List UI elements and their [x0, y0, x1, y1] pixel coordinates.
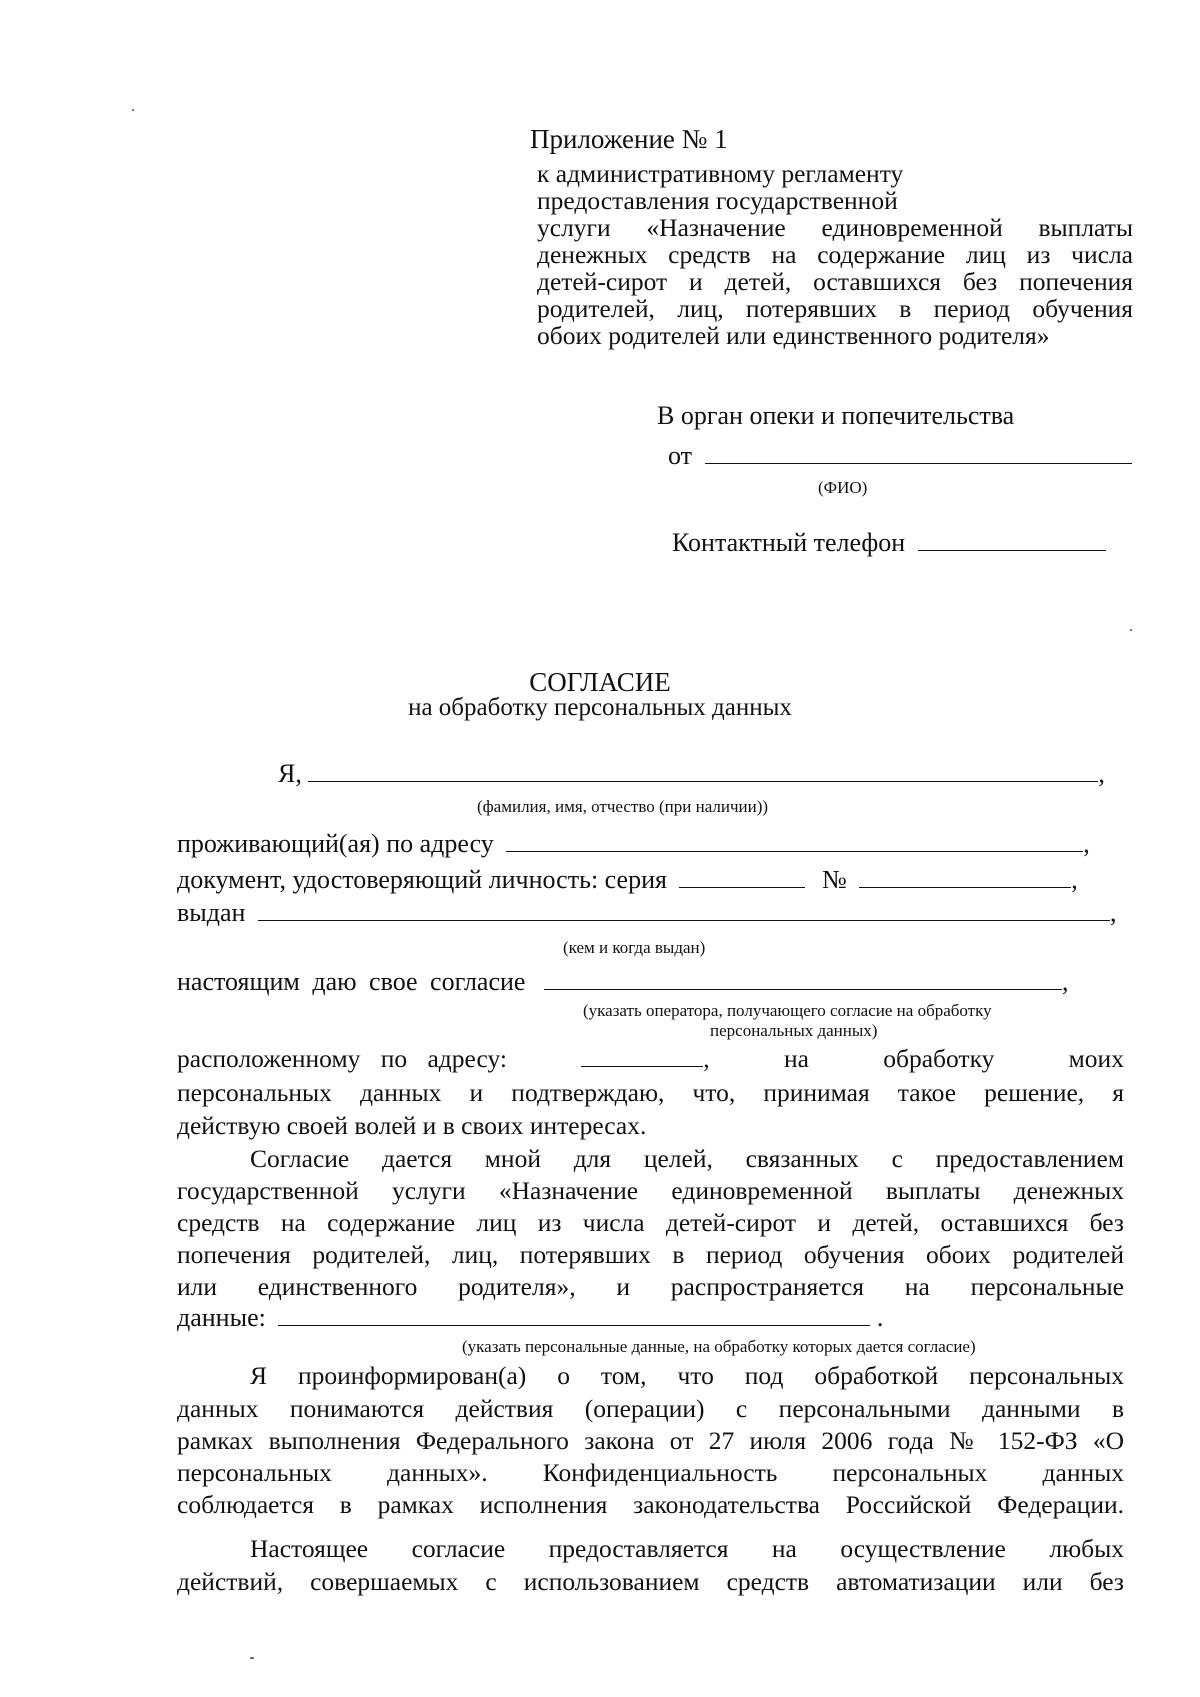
paragraph-line: данных понимаются действия (операции) с персональными данными в	[177, 1394, 1124, 1423]
number-field[interactable]	[859, 865, 1071, 888]
phone-row	[672, 528, 1106, 558]
document-title: СОГЛАСИЕ	[529, 667, 671, 697]
paragraph-line: действую своей волей и в своих интересах.	[177, 1111, 647, 1140]
paragraph-line: персональных данных и подтверждаю, что, принимая такое решение, я	[177, 1078, 1124, 1107]
data-label: данные:	[177, 1303, 266, 1332]
i-label: Я,	[278, 759, 302, 788]
paragraph-line: Настоящее согласие предоставляется на осуществление любых	[250, 1534, 1124, 1563]
comma: ,	[1071, 865, 1078, 894]
address-row	[177, 829, 1090, 859]
appendix-line: к административному регламенту	[537, 159, 904, 188]
located-address-field[interactable]	[581, 1044, 703, 1067]
fio-caption: (ФИО)	[818, 478, 868, 497]
paragraph-line: или единственного родителя», и распространяется на персональные	[177, 1272, 1124, 1301]
paragraph-line: попечения родителей, лиц, потерявших в период обучения обоих родителей	[177, 1240, 1124, 1269]
id-document-row	[177, 865, 1078, 895]
located-processing: обработку	[883, 1044, 995, 1073]
personal-data-caption: (указать персональные данные, на обработку которых дается согласие)	[462, 1337, 976, 1356]
issued-caption: (кем и когда выдан)	[563, 938, 706, 957]
series-field[interactable]	[679, 865, 805, 888]
full-name-field[interactable]	[308, 759, 1098, 782]
located-row	[177, 1044, 1124, 1074]
number-label: №	[821, 865, 847, 894]
appendix-line: обоих родителей или единственного родителя»	[537, 321, 1050, 350]
address-field[interactable]	[506, 829, 1083, 852]
operator-caption-1: (указать оператора, получающего согласие на обработку	[583, 1001, 992, 1020]
paragraph-line: рамках выполнения Федерального закона от 27 июля 2006 года № 152-ФЗ «О	[177, 1426, 1124, 1455]
paragraph-line: средств на содержание лиц из числа детей-сирот и детей, оставшихся без	[177, 1208, 1124, 1237]
located-mine: моих	[1068, 1044, 1124, 1073]
scan-speck	[250, 1657, 254, 1659]
comma: ,	[1061, 967, 1069, 996]
paragraph-line: действий, совершаемых с использованием средств автоматизации или без	[177, 1567, 1124, 1596]
from-row	[668, 441, 1132, 471]
period: .	[876, 1303, 884, 1332]
consent-row	[177, 967, 1068, 997]
consent-label: настоящим даю свое согласие	[177, 967, 526, 996]
appendix-line: предоставления государственной	[537, 186, 898, 215]
name-row	[278, 759, 1105, 789]
paragraph-line: государственной услуги «Назначение единовременной выплаты денежных	[177, 1176, 1124, 1205]
phone-label: Контактный телефон	[672, 528, 906, 557]
appendix-line: денежных средств на содержание лиц из числа	[537, 240, 1133, 269]
paragraph-line: Согласие дается мной для целей, связанных с предоставлением	[250, 1144, 1124, 1173]
appendix-line: детей-сирот и детей, оставшихся без попечения	[537, 267, 1133, 296]
appendix-reference	[537, 160, 1133, 349]
paragraph-line: соблюдается в рамках исполнения законодательства Российской Федерации.	[177, 1490, 1124, 1519]
personal-data-field[interactable]	[278, 1303, 870, 1326]
scan-speck	[1130, 629, 1132, 631]
document-subtitle: на обработку персональных данных	[408, 694, 792, 721]
located-label: расположенному по адресу:	[177, 1044, 507, 1073]
located-on: на	[783, 1044, 809, 1073]
appendix-title: Приложение № 1	[530, 124, 728, 154]
operator-caption-2: персональных данных)	[710, 1021, 878, 1040]
from-label: от	[668, 441, 693, 470]
comma: ,	[1109, 898, 1117, 927]
issued-row	[177, 898, 1116, 928]
issued-field[interactable]	[258, 898, 1110, 921]
comma: ,	[1083, 829, 1090, 858]
addressee-to: В орган опеки и попечительства	[657, 401, 1015, 430]
id-document-label: документ, удостоверяющий личность: серия	[177, 865, 667, 894]
located-field-wrap: ,	[581, 1044, 709, 1074]
comma: ,	[1098, 759, 1105, 788]
scan-speck	[132, 109, 134, 111]
phone-field[interactable]	[918, 528, 1106, 551]
appendix-line: родителей, лиц, потерявших в период обучения	[537, 294, 1133, 323]
appendix-line: услуги «Назначение единовременной выплаты	[537, 213, 1133, 242]
data-row	[177, 1303, 883, 1333]
operator-field[interactable]	[544, 967, 1062, 990]
paragraph-line: персональных данных». Конфиденциальность персональных данных	[177, 1458, 1124, 1487]
paragraph-line: Я проинформирован(а) о том, что под обработкой персональных	[250, 1361, 1124, 1390]
fio-field[interactable]	[705, 441, 1132, 464]
issued-label: выдан	[177, 898, 246, 927]
full-name-caption: (фамилия, имя, отчество (при наличии))	[477, 797, 769, 816]
address-label: проживающий(ая) по адресу	[177, 829, 494, 858]
